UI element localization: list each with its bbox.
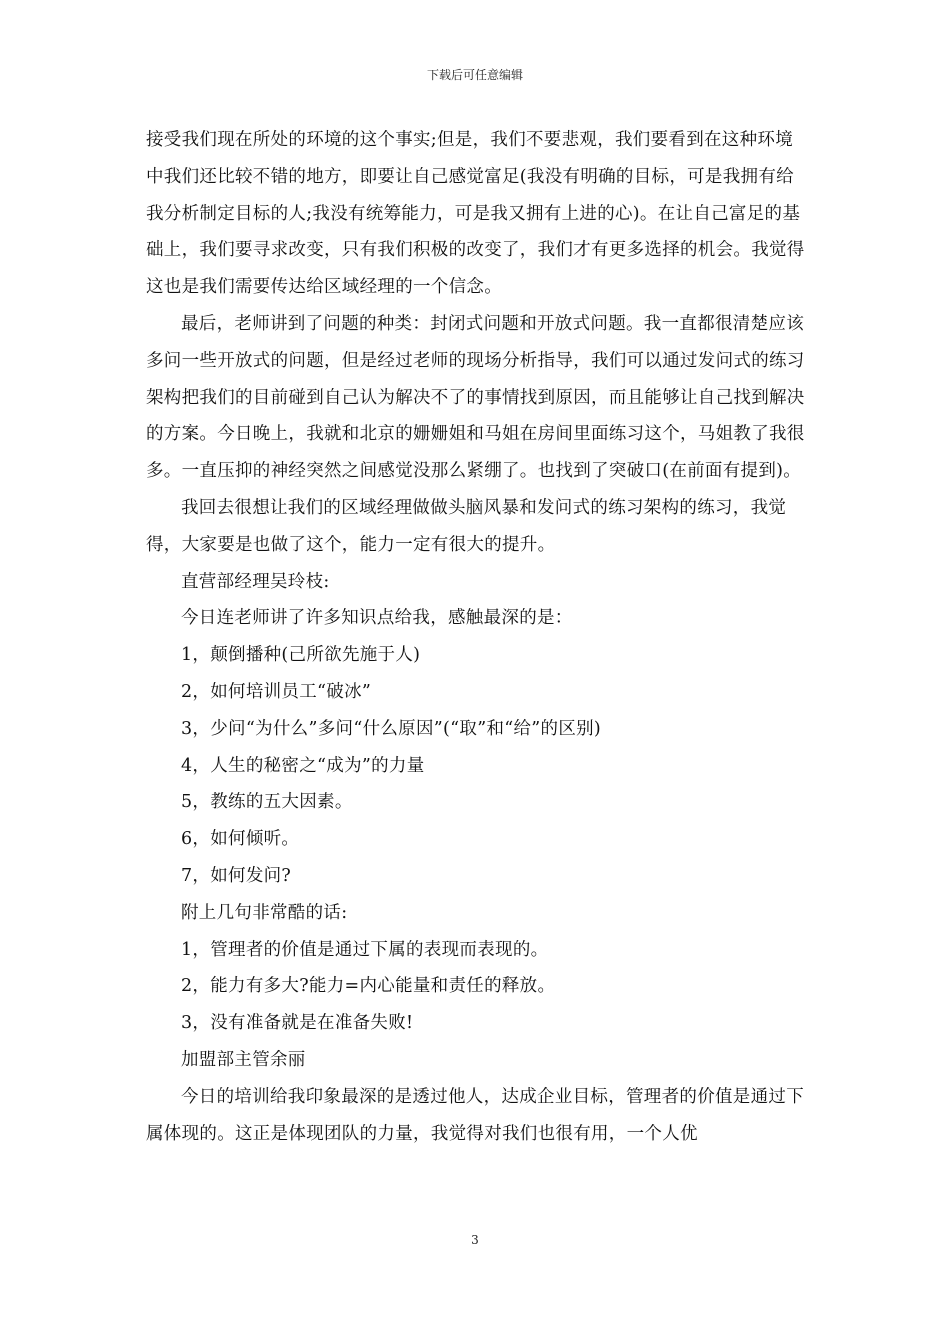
list-item: 2，如何培训员工“破冰” xyxy=(181,681,372,702)
paragraph: 接受我们现在所处的环境的这个事实;但是，我们不要悲观，我们要看到在这种环境中我们还比较不错的地方，即要让自己感觉富足(我没有明确的目标，可是我拥有给我分析制定目标的人;我没有统筹能力，可是我又拥有上进的心)。在让自己富足的基础上，我们要寻求改变，只有我们积极的改变了，我们才有更多选择的机会。我觉得这也是我们需要传达给区域经理的一个信念。 xyxy=(146,130,805,298)
paragraph: 今日的培训给我印象最深的是透过他人，达成企业目标，管理者的价值是通过下属体现的。这正是体现团队的力量，我觉得对我们也很有用，一个人优 xyxy=(146,1086,804,1144)
paragraph: 附上几句非常酷的话: xyxy=(181,902,348,923)
paragraph: 我回去很想让我们的区域经理做做头脑风暴和发问式的练习架构的练习，我觉得，大家要是也做了这个，能力一定有很大的提升。 xyxy=(146,497,787,555)
list-item: 2，能力有多大?能力=内心能量和责任的释放。 xyxy=(181,976,556,997)
list-item: 7，如何发问? xyxy=(181,865,292,886)
list-item: 1，颠倒播种(己所欲先施于人) xyxy=(181,645,421,666)
document-body xyxy=(146,122,806,1152)
list-item: 1，管理者的价值是通过下属的表现而表现的。 xyxy=(181,939,549,960)
section-heading: 直营部经理吴玲枝: xyxy=(181,571,330,592)
list-item: 4，人生的秘密之“成为”的力量 xyxy=(181,755,425,776)
list-item: 3，没有准备就是在准备失败! xyxy=(181,1013,414,1034)
list-item: 3，少问“为什么”多问“什么原因”(“取”和“给”的区别) xyxy=(181,718,602,739)
page-number: 3 xyxy=(471,1233,479,1247)
list-item: 6，如何倾听。 xyxy=(181,829,300,850)
paragraph: 今日连老师讲了许多知识点给我，感触最深的是： xyxy=(181,608,573,629)
section-heading: 加盟部主管余丽 xyxy=(181,1049,306,1070)
list-item: 5，教练的五大因素。 xyxy=(181,792,353,813)
page-header: 下载后可任意编辑 xyxy=(426,68,523,82)
paragraph: 最后，老师讲到了问题的种类：封闭式问题和开放式问题。我一直都很清楚应该多问一些开放式的问题，但是经过老师的现场分析指导，我们可以通过发问式的练习架构把我们的目前碰到自己认为解决不了的事情找到原因，而且能够让自己找到解决的方案。今日晚上，我就和北京的姗姗姐和马姐在房间里面练习这个，马姐教了我很多。一直压抑的神经突然之间感觉没那么紧绷了。也找到了突破口(在前面有提到)。 xyxy=(146,313,805,482)
